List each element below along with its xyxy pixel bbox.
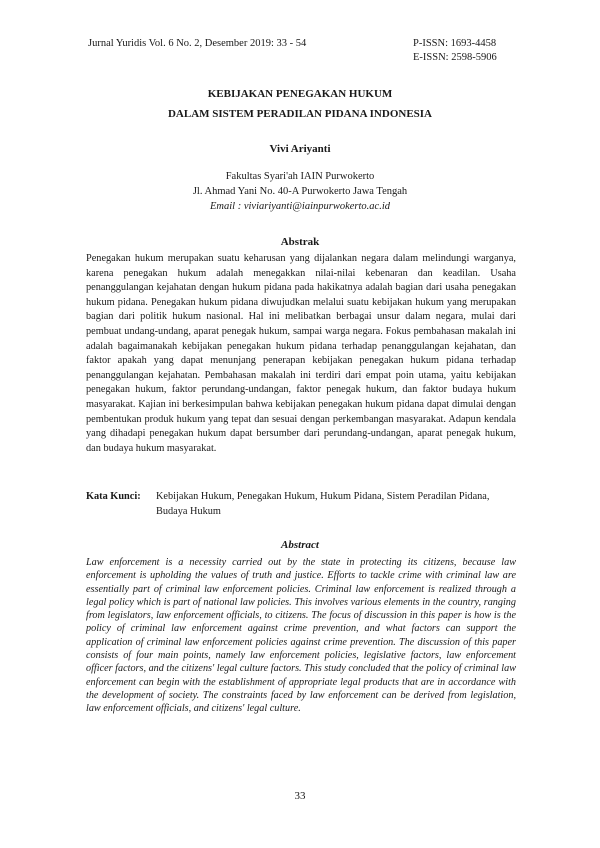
- abstract-heading: Abstract: [281, 539, 319, 551]
- abstrak-heading: Abstrak: [280, 236, 320, 248]
- title-line-2: DALAM SISTEM PERADILAN PIDANA INDONESIA: [167, 108, 433, 120]
- faculty: Fakultas Syari'ah IAIN Purwokerto: [225, 171, 375, 182]
- keywords-label: Kata Kunci:: [86, 491, 141, 502]
- paper-title: [0, 84, 600, 124]
- author-affiliation: [0, 169, 600, 214]
- email: Email : viviariyanti@iainpurwokerto.ac.id: [210, 201, 390, 212]
- address: Jl. Ahmad Yani No. 40-A Purwokerto Jawa Tengah: [192, 186, 408, 197]
- author-name: Vivi Ariyanti: [269, 143, 331, 155]
- issn-block: [413, 37, 497, 65]
- abstrak-text: Penegakan hukum merupakan suatu keharusan yang dijalankan negara dalam melindungi warganya, karena penegakan hukum adalah menegakkan nilai-nilai kebenaran dan keadilan. Usaha penanggulangan kejahatan dengan hukum pidana pada hakikatnya adalah bagian dari usaha penegakan hukum pidana. Penegakan hukum pidana diwujudkan melalui suatu kebijakan hukum yang merupakan bagian dari politik hukum nasional. Hal ini melibatkan berbagai unsur dalam negara, mulai dari pembuat undang-undang, aparat penegak hukum, sampai warga negara. Fokus pembahasan makalah ini adalah bagaimanakah kebijakan penegakan hukum pidana terhadap penanggulangan kejahatan, dan faktor apakah yang dapat menunjang penerapan kebijakan penegakan hukum pidana terhadap penanggulangan kejahatan. Pembahasan makalah ini terdiri dari empat poin utama, yaitu kebijakan penegakan hukum, faktor perundang-undangan, faktor penegak hukum, dan faktor budaya hukum masyarakat. Kajian ini berkesimpulan bahwa kebijakan penegakan hukum pidana dapat dimulai dengan pembentukan produk hukum yang tepat dan sesuai dengan perkembangan masyarakat. Adapun kendala yang dihadapi penegakan hukum dapat bersumber dari perundang-undangan, aparat penegak hukum, dan budaya hukum masyarakat.: [86, 253, 516, 454]
- title-line-1: KEBIJAKAN PENEGAKAN HUKUM: [207, 88, 393, 100]
- journal-citation: Jurnal Yuridis Vol. 6 No. 2, Desember 2019: 33 - 54: [88, 38, 307, 49]
- page-number: 33: [294, 790, 306, 802]
- abstract-text: Law enforcement is a necessity carried out by the state in protecting its citizens, because law enforcement is upholding the values of truth and justice. Efforts to tackle crime with criminal law are essentially part of criminal law enforcement policies. Criminal law enforcement is realized through a legal policy which is part of national law policies. This involves various elements in the country, ranging from legislators, law enforcement officials, to citizens. The focus of discussion in this paper is how is the policy of criminal law enforcement against crime prevention, and what factors can support the application of criminal law enforcement policies against crime prevention. The discussion of this paper consists of four main points, namely law enforcement policies, legislative factors, law enforcement officer factors, and the citizens' legal culture factors. This study concluded that the policy of criminal law enforcement can begin with the establishment of appropriate legal products that are in accordance with the development of society. The constraints faced by law enforcement can be derived from legislation, law enforcement officials, and citizens' legal culture.: [86, 557, 516, 715]
- keywords-text: Kebijakan Hukum, Penegakan Hukum, Hukum Pidana, Sistem Peradilan Pidana, Budaya Hukum: [156, 491, 490, 517]
- electronic-issn: E-ISSN: 2598-5906: [413, 52, 497, 63]
- print-issn: P-ISSN: 1693-4458: [413, 38, 497, 49]
